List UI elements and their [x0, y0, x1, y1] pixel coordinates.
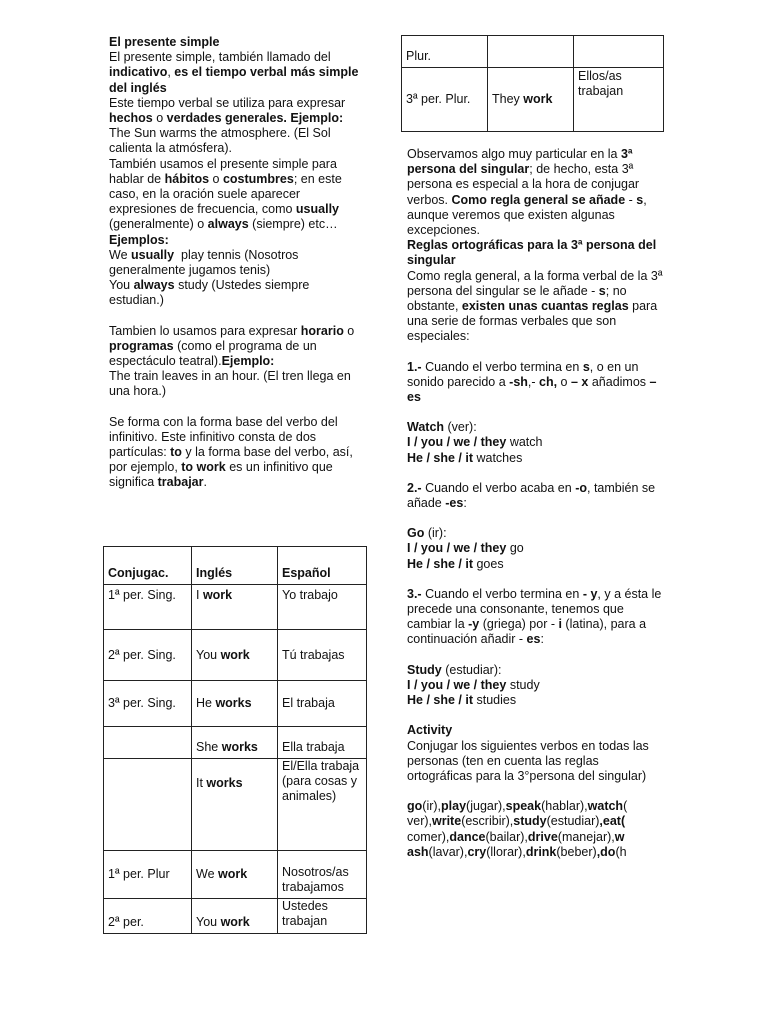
verbs-line: ash(lavar),cry(llorar),drink(beber),do(h	[407, 844, 627, 859]
example-train: The train leaves in an hour. (El tren llega en una hora.)	[109, 369, 351, 399]
person-cell: 2ª per. Sing.	[104, 630, 192, 681]
formation-paragraph: Se forma con la forma base del verbo del infinitivo. Este infinitivo consta de dos partículas: to y la forma base del verbo, así, por ejemplo, to work es un infinitivo que significa trabajar.	[109, 414, 353, 490]
table-row	[104, 899, 367, 934]
example-sun: The Sun warms the atmosphere. (El Sol calienta la atmósfera).	[109, 126, 331, 156]
spanish-cell: Tú trabajas	[278, 630, 367, 681]
person-cell: 2ª per.	[104, 899, 192, 934]
usage-habits-paragraph: También usamos el presente simple para hablar de hábitos o costumbres; en este caso, en la oración suele aparecer expresiones de frecuencia, como usually (generalmente) o always (siempre) etc… Ejemplos:	[109, 156, 342, 247]
table-row	[104, 851, 367, 899]
english-cell: She works	[192, 727, 278, 759]
right-column	[407, 147, 667, 860]
english-cell	[488, 36, 574, 68]
conjugation-table	[103, 546, 367, 934]
spanish-cell	[574, 36, 664, 68]
table-row	[402, 36, 664, 68]
person-cell	[104, 727, 192, 759]
spanish-cell: Ustedes trabajan	[278, 899, 367, 934]
english-cell: You work	[192, 899, 278, 934]
example-study: Study (estudiar): I / you / we / they study He / she / it studies	[407, 662, 540, 708]
example-watch: Watch (ver): I / you / we / they watch He / she / it watches	[407, 420, 543, 465]
person-cell: 1ª per. Sing.	[104, 585, 192, 630]
person-cell	[104, 759, 192, 851]
verbs-line: comer),dance(bailar),drive(manejar),w	[407, 829, 625, 844]
spanish-cell: El trabaja	[278, 681, 367, 727]
rules-intro: Como regla general, a la forma verbal de la 3ª persona del singular se le añade - s; no obstante, existen unas cuantas reglas para una serie de formas verbales que son especiales:	[407, 268, 663, 344]
table-row	[104, 630, 367, 681]
rule-1: 1.- Cuando el verbo termina en s, o en un sonido parecido a -sh,- ch, o – x añadimos –es	[407, 359, 657, 405]
example-study: You always study (Ustedes siempre estudian.)	[109, 278, 310, 308]
spanish-cell: Ellos/as trabajan	[574, 68, 664, 132]
header-ingles: Inglés	[192, 547, 278, 585]
intro-paragraph: El presente simple, también llamado del indicativo, es el tiempo verbal más simple del inglés	[109, 50, 359, 95]
spanish-cell: Ella trabaja	[278, 727, 367, 759]
left-column	[109, 35, 361, 491]
table-row	[402, 68, 664, 132]
activity-title: Activity	[407, 723, 453, 738]
person-cell: 3ª per. Plur.	[402, 68, 488, 132]
verbs-line: go(ir),play(jugar),speak(hablar),watch(	[407, 799, 628, 814]
english-cell: They work	[488, 68, 574, 132]
example-go: Go (ir): I / you / we / they go He / she / it goes	[407, 526, 524, 571]
observation-paragraph: Observamos algo muy particular en la 3ª persona del singular; de hecho, esta 3ª persona es especial a la hora de conjugar verbos. Como regla general se añade - s, aunque veremos que existen algunas excepciones.	[407, 147, 647, 238]
verbs-list	[407, 799, 667, 860]
header-conjugac: Conjugac.	[104, 547, 192, 585]
verbs-line: ver),write(escribir),study(estudiar),eat(	[407, 814, 626, 829]
english-cell: It works	[192, 759, 278, 851]
english-cell: You work	[192, 630, 278, 681]
table-row	[104, 585, 367, 630]
table-row	[104, 727, 367, 759]
usage-schedule-paragraph: Tambien lo usamos para expresar horario o programas (como el programa de un espectáculo teatral).Ejemplo:	[109, 323, 355, 369]
rule-2: 2.- Cuando el verbo acaba en -o, también se añade -es:	[407, 480, 656, 511]
spanish-cell: Yo trabajo	[278, 585, 367, 630]
table-row	[104, 681, 367, 727]
spanish-cell: Nosotros/as trabajamos	[278, 851, 367, 899]
conjugation-table-continuation	[401, 35, 664, 132]
english-cell: He works	[192, 681, 278, 727]
activity-text: Conjugar los siguientes verbos en todas las personas (ten en cuenta las reglas ortográficas para la 3°persona del singular)	[407, 738, 649, 783]
table-header-row	[104, 547, 367, 585]
person-cell: Plur.	[402, 36, 488, 68]
english-cell: We work	[192, 851, 278, 899]
example-tennis: We usually play tennis (Nosotros generalmente jugamos tenis)	[109, 247, 302, 278]
rules-title: Reglas ortográficas para la 3ª persona del singular	[407, 238, 657, 268]
english-cell: I work	[192, 585, 278, 630]
section-title: El presente simple	[109, 35, 220, 49]
table-row	[104, 759, 367, 851]
person-cell: 3ª per. Sing.	[104, 681, 192, 727]
person-cell: 1ª per. Plur	[104, 851, 192, 899]
usage-facts-paragraph: Este tiempo verbal se utiliza para expresar hechos o verdades generales. Ejemplo:	[109, 95, 346, 126]
rule-3: 3.- Cuando el verbo termina en - y, y a ésta le precede una consonante, tenemos que cambiar la -y (griega) por - i (latina), para a continuación añadir - es:	[407, 586, 662, 647]
spanish-cell: El/Ella trabaja (para cosas y animales)	[278, 759, 367, 851]
header-espanol: Español	[278, 547, 367, 585]
